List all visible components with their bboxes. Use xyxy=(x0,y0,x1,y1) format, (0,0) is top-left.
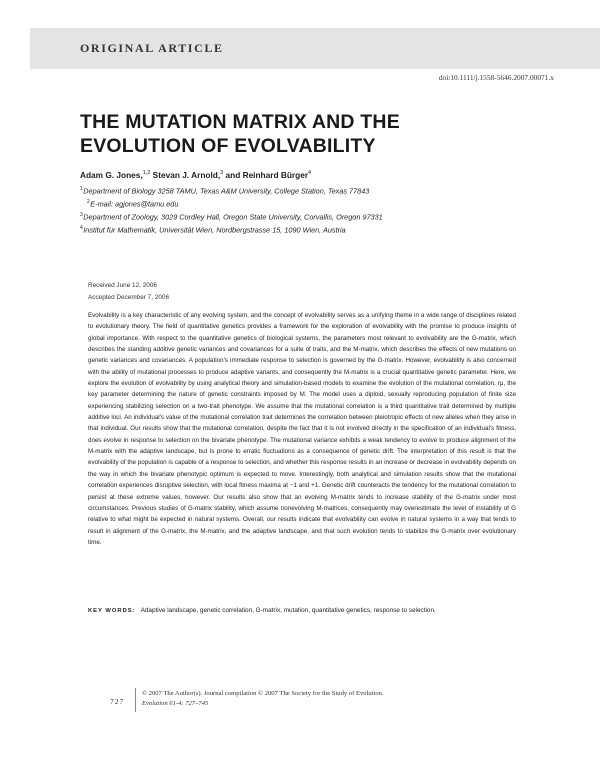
keywords xyxy=(88,607,518,614)
author-list xyxy=(80,170,311,180)
keywords-label: KEY WORDS: xyxy=(88,608,136,614)
author-name: and Reinhard Bürger xyxy=(223,170,309,180)
author-name: Adam G. Jones, xyxy=(80,170,143,180)
affil-marker: 2 xyxy=(87,199,90,206)
keywords-text: Adaptive landscape, genetic correlation, G-matrix, mutation, quantitative genetics, response to selection. xyxy=(140,607,436,614)
article-title xyxy=(80,110,550,158)
abstract: Evolvability is a key characteristic of any evolving system, and the concept of evolvability serves as a unifying theme in a wide range of disciplines related to evolutionary theory. The field of quantitative genetics provides a framework for the exploration of evolvability with the promise to produce insights of global importance. With respect to the quantitative genetics of biological systems, the parameters most relevant to evolvability are the G-matrix, which describes the standing additive genetic variances and covariances for a suite of traits, and the M-matrix, which describes the effects of new mutations on genetic variances and covariances. A population's immediate response to selection is governed by the G-matrix. However, evolvability is also concerned with the ability of mutational processes to produce adaptive variants, and consequently the M-matrix is a crucial quantitative genetic parameter. Here, we explore the evolution of evolvability by using analytical theory and simulation-based models to examine the evolution of the mutational correlation, rμ, the key parameter determining the nature of genetic constraints imposed by M. The model uses a diploid, sexually reproducing population of finite size experiencing stabilizing selection on a two-trait phenotype. We assume that the mutational correlation is a third quantitative trait determined by multiple additive loci. An individual's value of the mutational correlation trait determines the correlation between pleiotropic effects of new alleles when they arise in that individual. Our results show that the mutational correlation, despite the fact that it is not involved directly in the specification of an individual's fitness, does evolve in response to selection on the bivariate phenotype. The mutational variance exhibits a weak tendency to evolve to produce alignment of the M-matrix with the adaptive landscape, but is prone to erratic fluctuations as a consequence of genetic drift. The interpretation of this result is that the evolvability of the population is capable of a response to selection, and whether this response results in an increase or decrease in evolvability depends on the way in which the bivariate phenotypic optimum is expected to move. Interestingly, both analytical and simulation results show that the mutational correlation experiences disruptive selection, with local fitness maxima at −1 and +1. Genetic drift counteracts the tendency for the mutational correlation to persist at these extreme values, however. Our results also show that an evolving M-matrix tends to increase stability of the G-matrix under most circumstances. Previous studies of G-matrix stability, which assume nonevolving M-matrices, consequently may overestimate the level of instability of G relative to what might be expected in natural systems. Overall, our results indicate that evolvability can evolve in natural systems in a way that tends to result in alignment of the G-matrix, the M-matrix, and the adaptive landscape, and that such evolution tends to stabilize the G-matrix over evolutionary time. xyxy=(88,312,516,546)
affil-text: Institut für Mathematik, Universität Wien, Nordbergstrasse 15, 1090 Wien, Austria xyxy=(83,225,346,235)
affil-marker: 3 xyxy=(80,212,83,219)
email-link[interactable]: E-mail: agjones@tamu.edu xyxy=(90,199,179,209)
section-band xyxy=(30,28,600,69)
affiliation-item xyxy=(80,184,550,197)
doi-link[interactable]: doi:10.1111/j.1558-5646.2007.00071.x xyxy=(438,73,554,82)
affiliation-item xyxy=(80,210,550,223)
affiliation-email xyxy=(80,197,550,210)
author-affil-marker: 4 xyxy=(308,170,312,177)
affiliation-list xyxy=(80,184,550,236)
title-line-2: EVOLUTION OF EVOLVABILITY xyxy=(80,135,376,157)
section-label: ORIGINAL ARTICLE xyxy=(80,41,224,55)
journal-citation: Evolution 61-4: 727–745 xyxy=(142,700,209,707)
page-number: 727 xyxy=(110,697,125,706)
affil-text: Department of Zoology, 3029 Cordley Hall, Oregon State University, Corvallis, Oregon 97331 xyxy=(83,212,383,222)
author-name: Stevan J. Arnold, xyxy=(150,170,221,180)
footer-divider xyxy=(135,688,136,712)
affil-marker: 1 xyxy=(80,186,83,192)
author-affil-marker: 1,2 xyxy=(142,170,151,177)
title-line-1: THE MUTATION MATRIX AND THE xyxy=(80,111,400,133)
copyright-notice: © 2007 The Author(s). Journal compilation © 2007 The Society for the Study of Evolution. xyxy=(142,690,384,697)
accepted-date: Accepted December 7, 2006 xyxy=(88,294,169,301)
affil-marker: 4 xyxy=(80,225,83,232)
affiliation-item xyxy=(80,223,550,236)
affil-text: Department of Biology 3258 TAMU, Texas A&M University, College Station, Texas 77843 xyxy=(83,186,370,196)
submission-dates xyxy=(88,280,169,304)
author-affil-marker: 3 xyxy=(220,170,224,177)
received-date: Received June 12, 2006 xyxy=(88,282,157,289)
footer xyxy=(142,689,384,709)
